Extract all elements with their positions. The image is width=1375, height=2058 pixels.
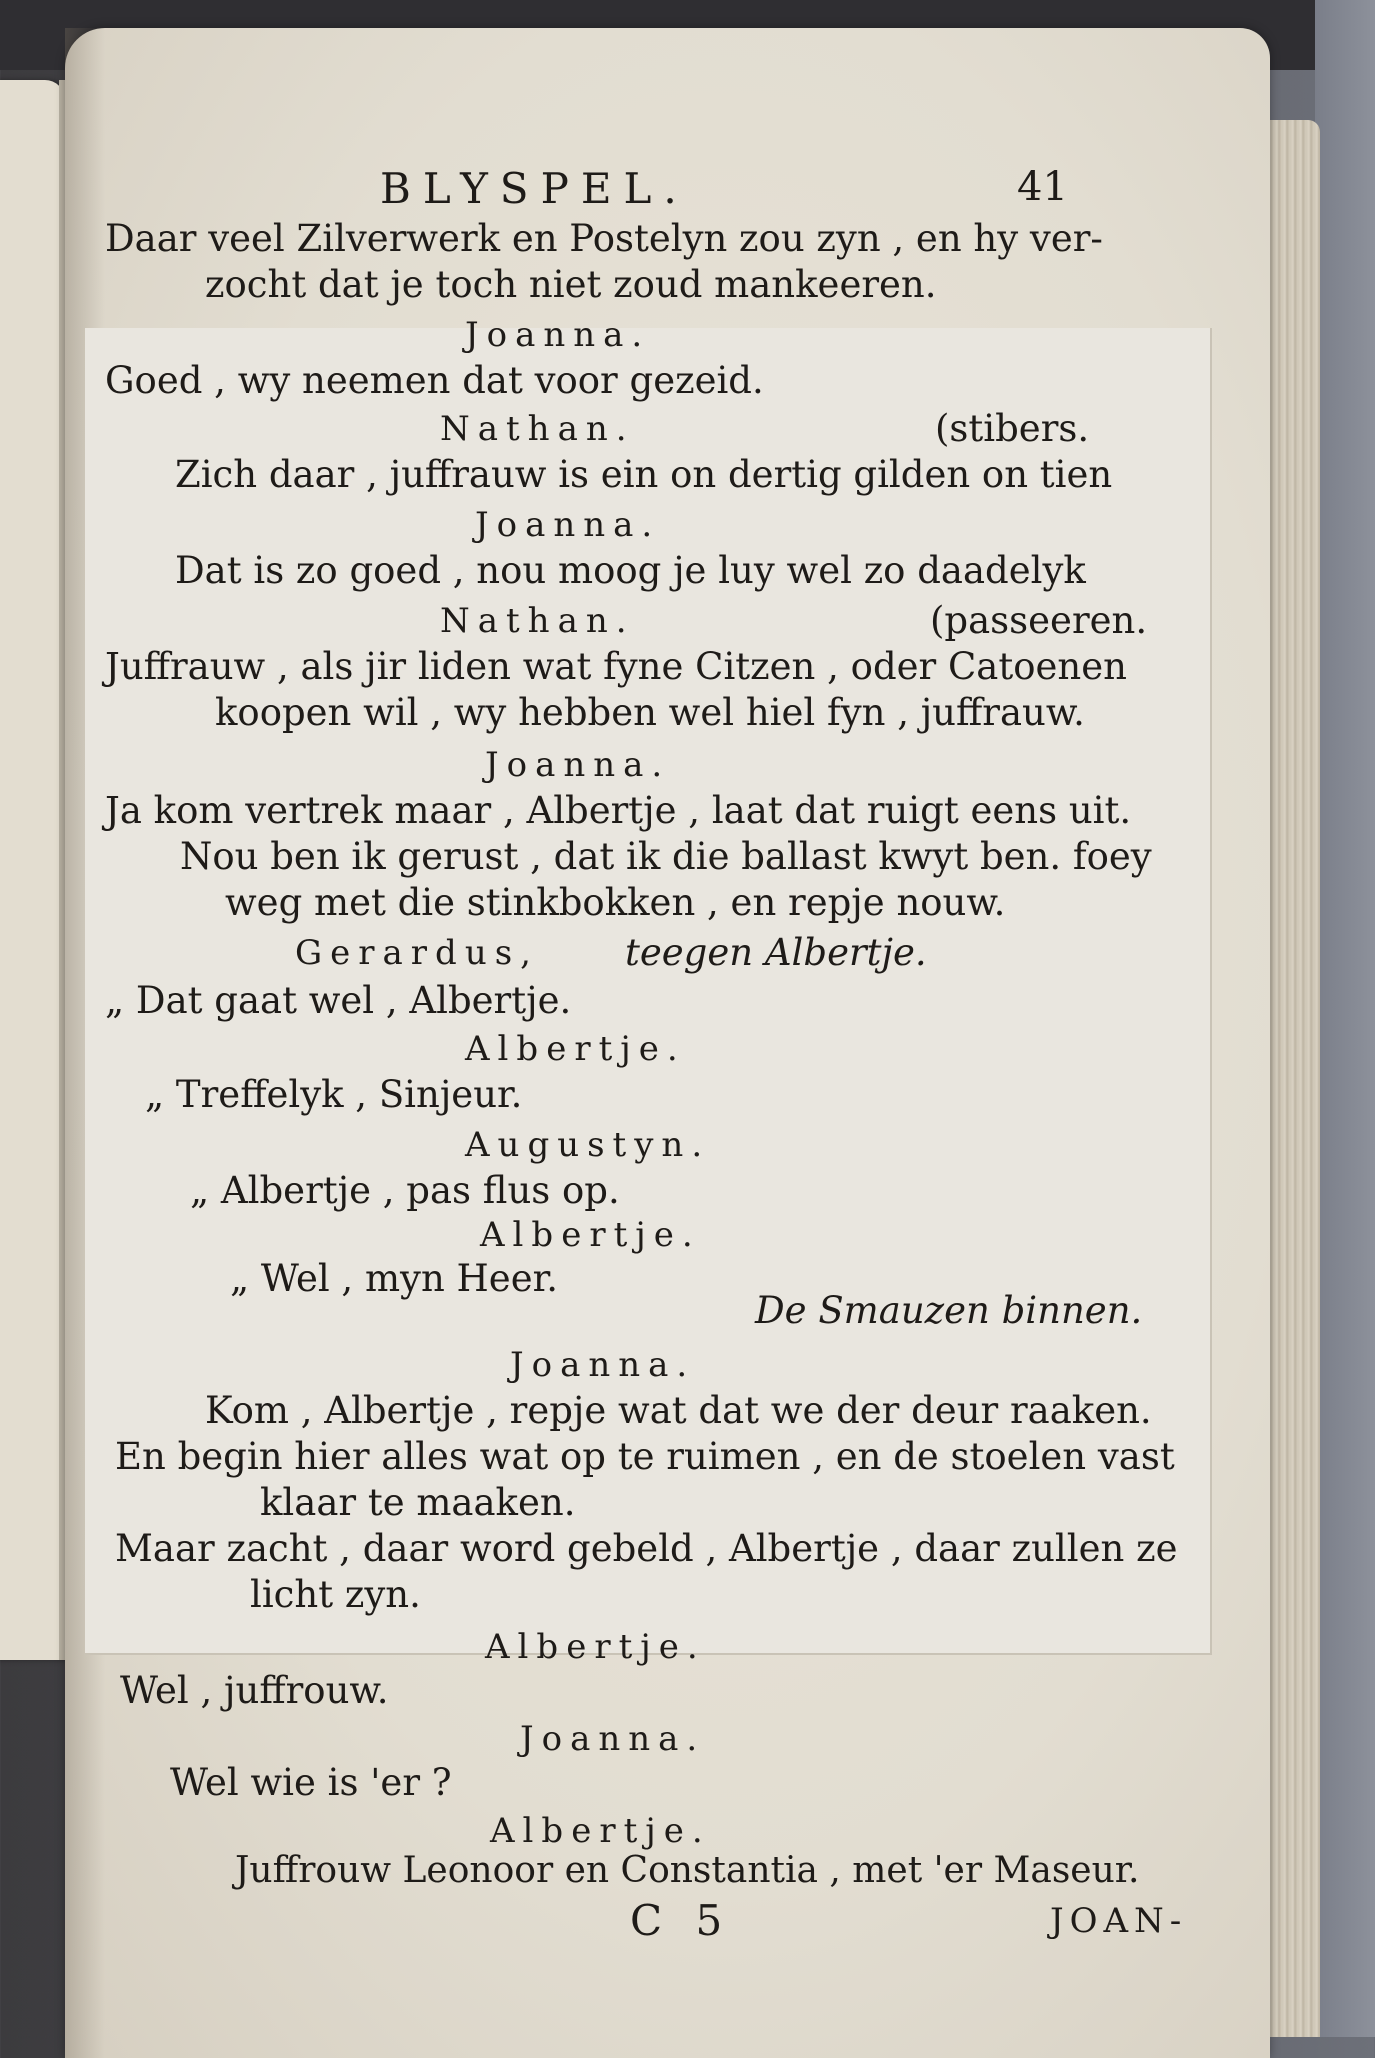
speaker-name: Joanna. — [485, 745, 671, 785]
text-line: „ Treffelyk , Sinjeur. — [145, 1073, 523, 1116]
text-line: „ Wel , myn Heer. — [230, 1257, 558, 1300]
text-line: Goed , wy neemen dat voor gezeid. — [105, 359, 764, 402]
page-number: 41 — [1017, 164, 1068, 210]
text-line: koopen wil , wy hebben wel hiel fyn , juffrauw. — [215, 691, 1085, 734]
text-line: „ Dat gaat wel , Albertje. — [105, 979, 572, 1022]
speaker-name: Gerardus, — [295, 933, 539, 973]
text-line: Juffrauw , als jir liden wat fyne Citzen , oder Catoenen — [105, 645, 1127, 688]
speaker-name: Albertje. — [480, 1215, 701, 1255]
text-line: Kom , Albertje , repje wat dat we der deur raaken. — [205, 1389, 1152, 1432]
speaker-name: Albertje. — [485, 1627, 706, 1667]
page-text — [65, 28, 1270, 2058]
text-line: Maar zacht , daar word gebeld , Albertje , daar zullen ze — [115, 1527, 1178, 1570]
text-line: zocht dat je toch niet zoud mankeeren. — [205, 263, 937, 306]
stage-note: (stibers. — [935, 407, 1090, 450]
speaker-name: Joanna. — [520, 1719, 706, 1759]
running-title: BLYSPEL. — [380, 164, 689, 213]
stage-direction: teegen Albertje. — [625, 931, 927, 974]
text-line: Wel , juffrouw. — [120, 1669, 389, 1712]
text-line: weg met die stinkbokken , en repje nouw. — [225, 881, 1006, 924]
text-line: Nou ben ik gerust , dat ik die ballast kwyt ben. foey — [180, 835, 1152, 878]
previous-page-edge — [0, 80, 65, 1660]
text-line: Juffrouw Leonoor en Constantia , met 'er Maseur. — [235, 1850, 1140, 1891]
stage-direction: De Smauzen binnen. — [755, 1289, 1143, 1332]
text-line: Daar veel Zilverwerk en Postelyn zou zyn , en hy ver- — [105, 217, 1103, 260]
text-line: En begin hier alles wat op te ruimen , en de stoelen vast — [115, 1435, 1175, 1478]
speaker-name: Nathan. — [440, 601, 635, 641]
text-line: licht zyn. — [250, 1573, 421, 1616]
text-line: Dat is zo goed , nou moog je luy wel zo daadelyk — [175, 549, 1086, 592]
catchword: JOAN- — [1050, 1901, 1188, 1941]
book-page — [65, 28, 1270, 2058]
speaker-name: Joanna. — [465, 315, 651, 355]
speaker-name: Albertje. — [490, 1811, 711, 1851]
text-line: „ Albertje , pas flus op. — [190, 1169, 620, 1212]
signature-mark: C 5 — [630, 1896, 733, 1945]
background-right — [1315, 0, 1375, 2037]
text-line: Ja kom vertrek maar , Albertje , laat dat ruigt eens uit. — [105, 789, 1132, 832]
text-line: Zich daar , juffrauw is ein on dertig gilden on tien — [175, 453, 1113, 496]
text-line: klaar te maaken. — [260, 1481, 576, 1524]
speaker-name: Joanna. — [475, 505, 661, 545]
speaker-name: Albertje. — [465, 1029, 686, 1069]
speaker-name: Nathan. — [440, 409, 635, 449]
speaker-name: Joanna. — [510, 1345, 696, 1385]
text-line: Wel wie is 'er ? — [170, 1761, 452, 1804]
stage-note: (passeeren. — [930, 599, 1148, 642]
speaker-name: Augustyn. — [465, 1125, 711, 1165]
